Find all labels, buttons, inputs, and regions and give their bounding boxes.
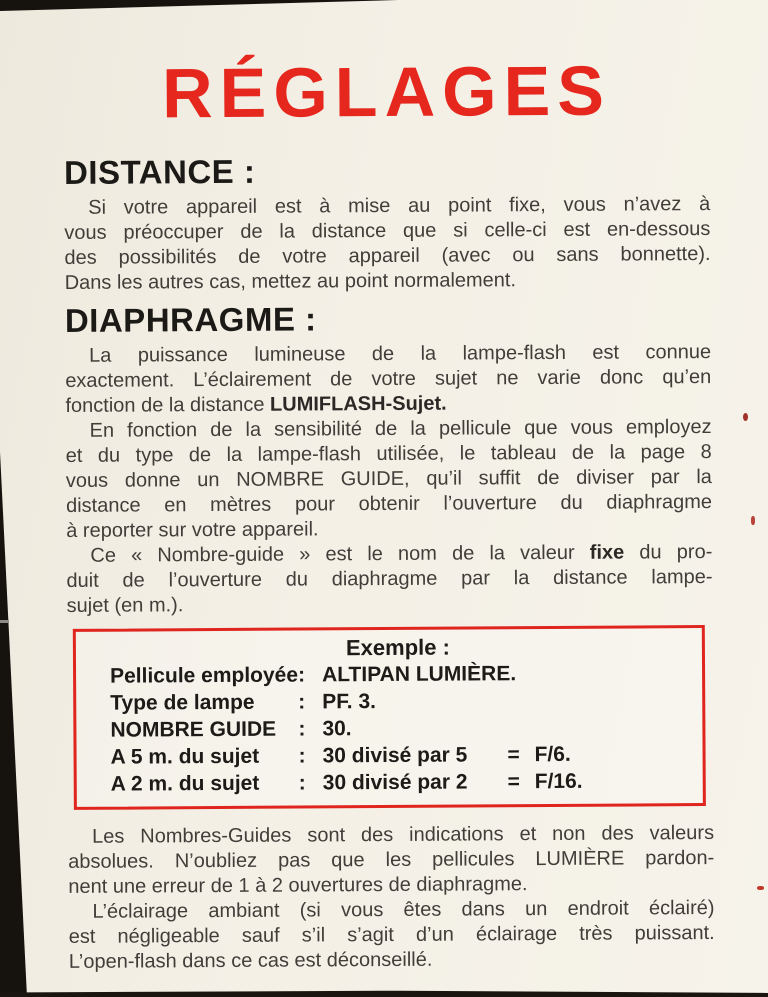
scan-speck [743, 413, 748, 421]
row-colon: : [298, 663, 306, 687]
equals-sign: = [507, 770, 520, 794]
text-line: et du type de la lampe-flash utilisée, le tableau de la page 8 [65, 440, 712, 467]
text-segment: fonction de la distance [65, 393, 271, 417]
text-line: nent une erreur de 1 à 2 ouvertures de diaphragme. [68, 873, 528, 898]
example-box-title: Exemple : [345, 634, 450, 661]
row-value: 30 divisé par 2 [322, 770, 468, 795]
closing-paragraph-2 [68, 896, 714, 975]
example-row-5m [110, 740, 686, 771]
text-line: exactement. L’éclairement de votre sujet ne varie donc qu’en [65, 365, 712, 392]
row-label: NOMBRE GUIDE [110, 717, 277, 742]
row-label: Type de lampe [110, 690, 255, 715]
text-line: des possibilités de votre appareil (avec ou sans bonnette). [64, 243, 711, 269]
equals-sign: = [507, 743, 520, 767]
row-value: ALTIPAN LUMIÈRE. [322, 662, 517, 687]
scan-speck [0, 620, 9, 623]
closing-paragraph-1 [68, 821, 714, 900]
text-line: vous préoccuper de la distance que si celle-ci est en-dessous [64, 218, 711, 244]
row-value: PF. 3. [322, 690, 377, 714]
example-row-2m [111, 767, 687, 798]
row-colon: : [298, 690, 306, 714]
text-line: L’open-flash dans ce cas est déconseillé. [68, 948, 433, 973]
example-row-pellicule [110, 659, 686, 690]
section-diaphragme [65, 298, 713, 619]
text-line: sujet (en m.). [66, 594, 184, 617]
text-line: La puissance lumineuse de la lampe-flash est connue [89, 340, 712, 367]
row-value: 30. [322, 717, 352, 741]
text-line: est négligeable sauf s’il s’agit d’un éclairage très puissant. [68, 921, 715, 948]
text-line: à reporter sur votre appareil. [66, 518, 319, 542]
diaphragme-paragraph-2 [66, 415, 713, 544]
diaphragme-paragraph-1 [65, 340, 711, 419]
row-label: A 2 m. du sujet [110, 771, 260, 796]
text-segment: Ce « Nombre-guide » est le nom de la valeur [90, 541, 590, 567]
section-distance [64, 150, 711, 296]
row-label: A 5 m. du sujet [110, 744, 260, 769]
text-segment: du pro- [624, 540, 713, 564]
text-line: distance en mètres pour obtenir l’ouverture du diaphragme [65, 490, 713, 517]
row-result: F/16. [534, 769, 583, 794]
distance-paragraph [64, 192, 711, 296]
text-line: Dans les autres cas, mettez au point normalement. [64, 269, 517, 294]
example-row-lampe [110, 686, 686, 717]
text-segment-bold: fixe [589, 541, 625, 564]
text-line: absolues. N’oubliez pas que les pellicules LUMIÈRE pardon- [68, 846, 715, 873]
text-line: Les Nombres-Guides sont des indications et non des valeurs [91, 821, 715, 848]
row-colon: : [298, 771, 306, 795]
row-colon: : [298, 717, 306, 741]
scan-speck [751, 516, 755, 525]
scan-speck [757, 886, 764, 890]
row-result: F/6. [534, 742, 571, 767]
row-colon: : [298, 744, 306, 768]
distance-heading: DISTANCE : [63, 152, 256, 191]
text-line: En fonction de la sensibilité de la pellicule que vous employez [89, 415, 712, 442]
example-box [73, 625, 706, 810]
page-title: RÉGLAGES [161, 51, 612, 133]
diaphragme-paragraph-3 [66, 540, 712, 619]
text-segment-bold: LUMIFLASH-Sujet. [269, 392, 447, 416]
section-closing [68, 821, 715, 975]
text-line: L’éclairage ambiant (si vous êtes dans un endroit éclairé) [92, 896, 715, 923]
diaphragme-heading: DIAPHRAGME : [64, 300, 317, 339]
example-row-nombre-guide [110, 713, 686, 744]
row-label: Pellicule employée [110, 663, 299, 688]
row-value: 30 divisé par 5 [322, 743, 468, 768]
text-line: Si votre appareil est à mise au point fixe, vous n’avez à [88, 193, 711, 219]
text-line: duit de l’ouverture du diaphragme par la distance lampe- [66, 565, 713, 592]
text-line: vous donne un NOMBRE GUIDE, qu’il suffit de diviser par la [65, 465, 712, 492]
